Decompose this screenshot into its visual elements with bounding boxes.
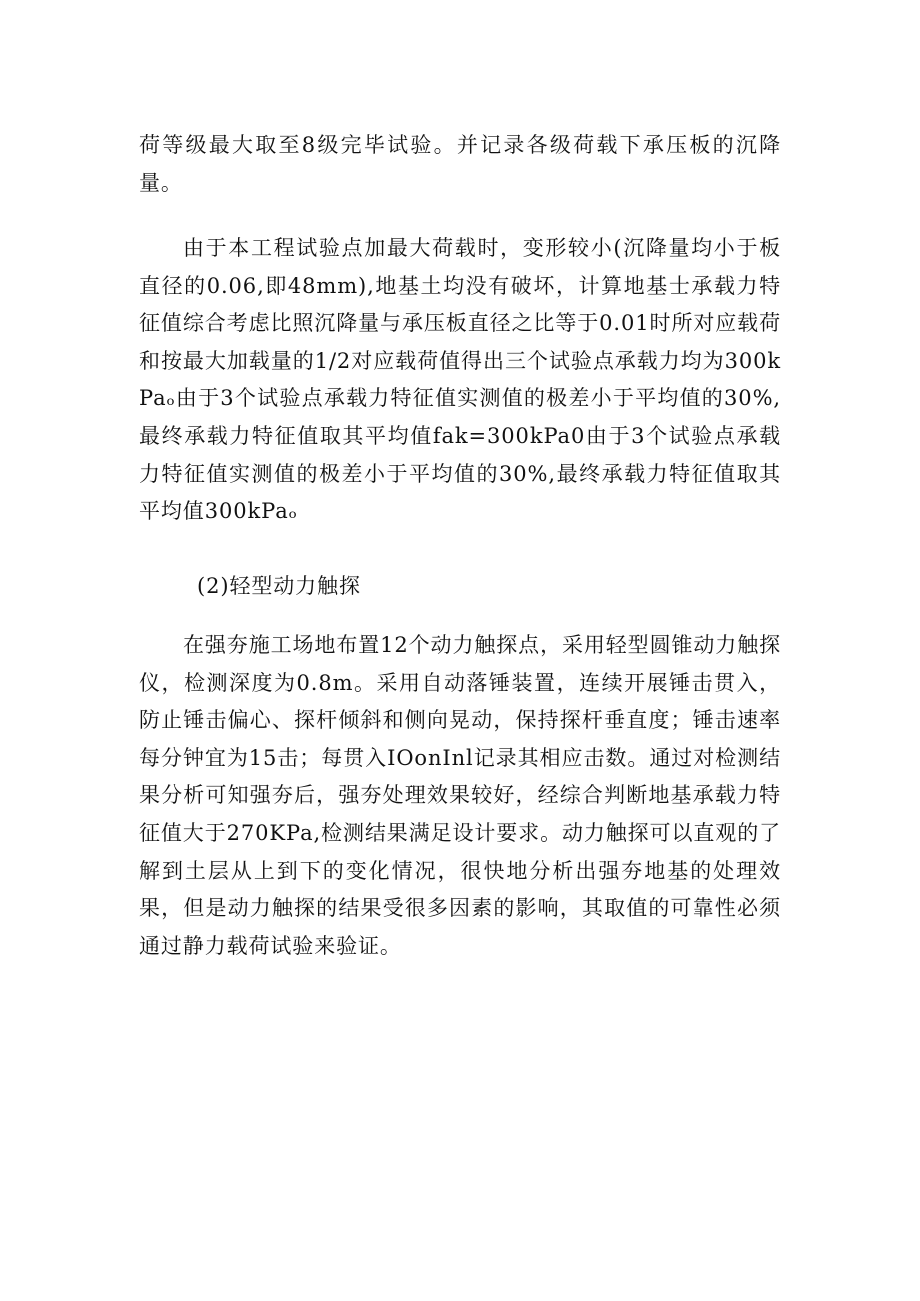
section-heading-light-dynamic-penetration: (2)轻型动力触探 bbox=[197, 574, 361, 598]
paragraph-bearing-capacity: 由于本工程试验点加最大荷载时，变形较小(沉降量均小于板直径的0.06,即48mm),地基土均没有破坏，计算地基士承载力特征值综合考虑比照沉降量与承压板直径之比等于0.01时所对应载荷和按最大加载量的1/2对应载荷值得出三个试验点承载力均为300kPaₒ由于3个试验点承载力特征值实测值的极差小于平均值的30%,最终承载力特征值取其平均值fak=300kPa0由于3个试验点承载力特征值实测值的极差小于平均值的30%,最终承载力特征值取其平均值300kPaₒ bbox=[139, 236, 781, 524]
paragraph-load-test-end: 荷等级最大取至8级完毕试验。并记录各级荷载下承压板的沉降量。 bbox=[139, 133, 781, 195]
paragraph-dynamic-penetration-test: 在强夯施工场地布置12个动力触探点，采用轻型圆锥动力触探仪，检测深度为0.8m。采用自动落锤装置，连续开展锤击贯入，防止锤击偏心、探杆倾斜和侧向晃动，保持探杆垂直度；锤击速率每分钟宜为15击；每贯入IOonInl记录其相应击数。通过对检测结果分析可知强夯后，强夯处理效果较好，经综合判断地基承载力特征值大于270KPa,检测结果满足设计要求。动力触探可以直观的了解到土层从上到下的变化情况，很快地分析出强夯地基的处理效果，但是动力触探的结果受很多因素的影响，其取值的可靠性必须通过静力载荷试验来验证。 bbox=[139, 633, 781, 958]
